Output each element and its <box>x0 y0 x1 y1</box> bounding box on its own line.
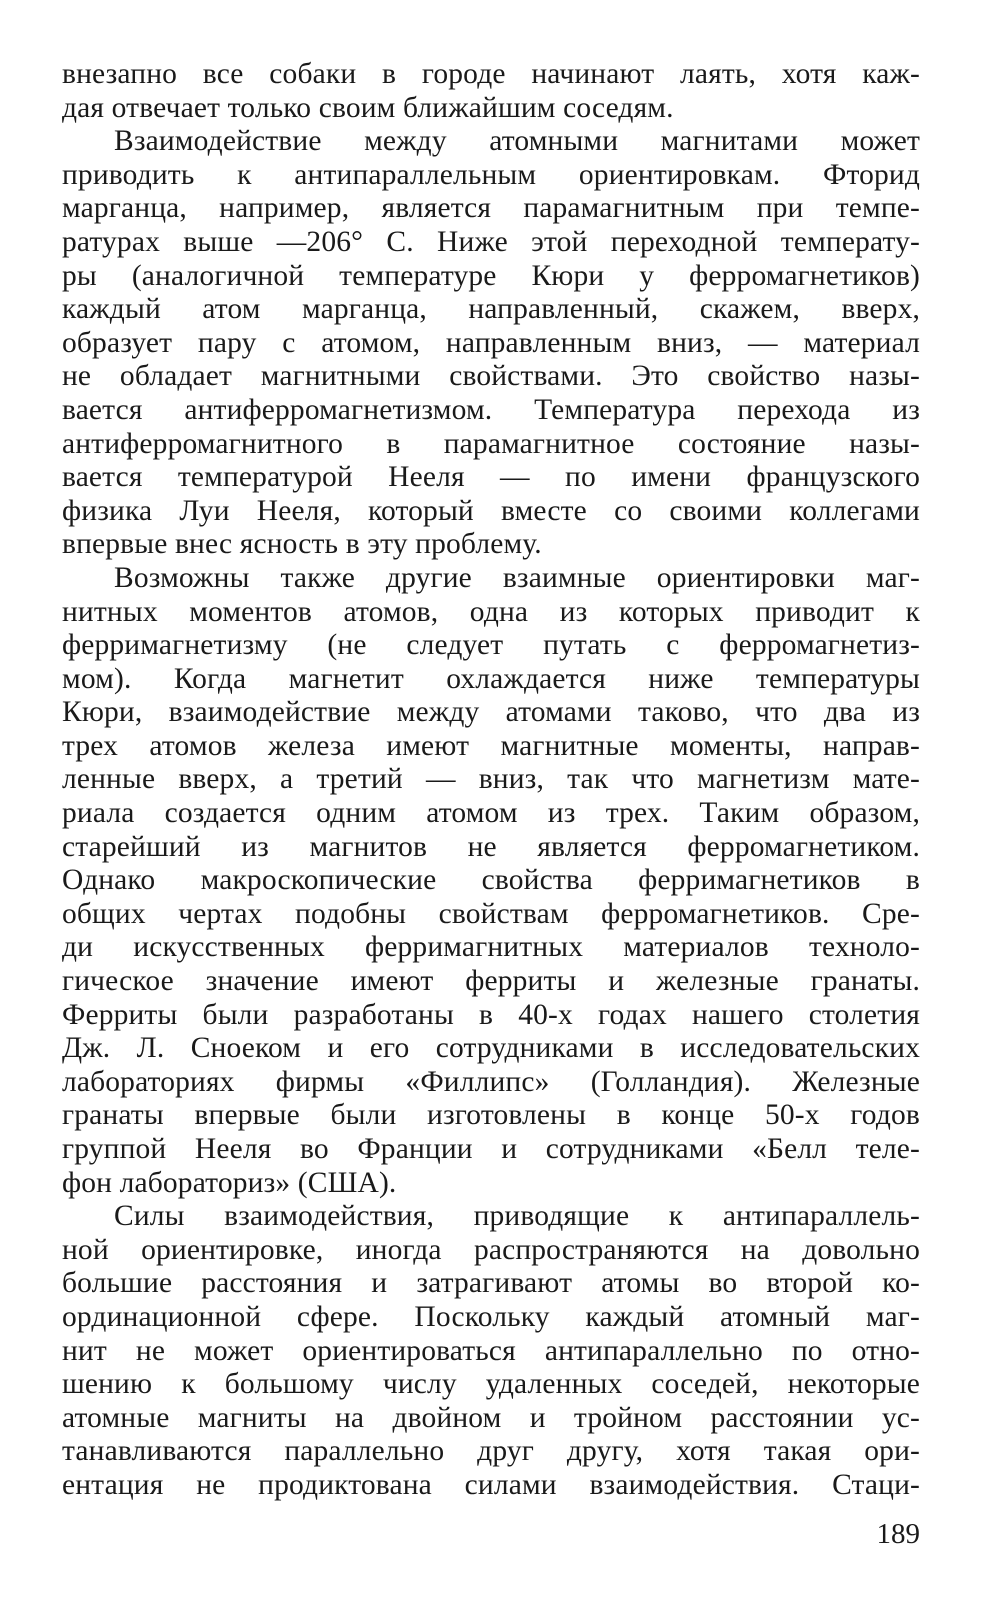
text-line: нит не может ориентироваться антипараллельно по отно- <box>62 1334 920 1367</box>
text-line: физика Луи Нееля, который вместе со своими коллегами <box>62 494 920 527</box>
text-line: танавливаются параллельно друг другу, хотя такая ори- <box>62 1435 920 1468</box>
text-line: ди искусственных ферримагнитных материалов техноло- <box>62 931 920 964</box>
text-line: ратурах выше —206° С. Ниже этой переходной температу- <box>62 225 920 258</box>
text-line: ординационной сфере. Поскольку каждый атомный маг- <box>62 1300 920 1333</box>
text-line: Кюри, взаимодействие между атомами таково, что два из <box>62 696 920 729</box>
text-line: ентация не продиктована силами взаимодействия. Стаци- <box>62 1468 920 1501</box>
text-line: марганца, например, является парамагнитным при темпе- <box>62 192 920 225</box>
text-line: вается антиферромагнетизмом. Температура перехода из <box>62 393 920 426</box>
text-line: Взаимодействие между атомными магнитами может <box>114 125 920 158</box>
paragraph <box>62 58 920 125</box>
text-line: риала создается одним атомом из трех. Таким образом, <box>62 797 920 830</box>
text-line: каждый атом марганца, направленный, скажем, вверх, <box>62 293 920 326</box>
text-line: ной ориентировке, иногда распространяются на довольно <box>62 1233 920 1266</box>
text-line: гранаты впервые были изготовлены в конце 50-х годов <box>62 1099 920 1132</box>
text-line: Однако макроскопические свойства ферримагнетиков в <box>62 864 920 897</box>
text-line: шению к большому числу удаленных соседей, некоторые <box>62 1368 920 1401</box>
text-line: приводить к антипараллельным ориентировкам. Фторид <box>62 158 920 191</box>
text-line: нитных моментов атомов, одна из которых приводит к <box>62 595 920 628</box>
paragraph <box>62 1200 920 1502</box>
paragraph <box>62 562 920 1200</box>
text-line: ры (аналогичной температуре Кюри у ферромагнетиков) <box>62 259 920 292</box>
text-line: образует пару с атомом, направленным вниз, — материал <box>62 326 920 359</box>
text-line: большие расстояния и затрагивают атомы во второй ко- <box>62 1267 920 1300</box>
text-line: Ферриты были разработаны в 40-х годах нашего столетия <box>62 998 920 1031</box>
text-line: ферримагнетизму (не следует путать с ферромагнетиз- <box>62 629 920 662</box>
text-line: мом). Когда магнетит охлаждается ниже температуры <box>62 662 920 695</box>
page-number: 189 <box>876 1518 920 1550</box>
page-body <box>62 58 920 1503</box>
text-line: группой Нееля во Франции и сотрудниками «Белл теле- <box>62 1133 920 1165</box>
text-line: впервые внес ясность в эту проблему. <box>62 528 542 561</box>
text-line: фон лабораториз» (США). <box>62 1166 397 1199</box>
text-line: общих чертах подобны свойствам ферромагнетиков. Сре- <box>62 897 920 930</box>
text-line: атомные магниты на двойном и тройном расстоянии ус- <box>62 1401 920 1434</box>
text-line: Дж. Л. Сноеком и его сотрудниками в исследовательских <box>62 1032 920 1065</box>
text-line: Возможны также другие взаимные ориентировки маг- <box>114 561 920 594</box>
text-line: трех атомов железа имеют магнитные моменты, направ- <box>62 729 920 762</box>
text-line: внезапно все собаки в городе начинают лаять, хотя каж- <box>62 58 920 90</box>
text-line: лабораториях фирмы «Филлипс» (Голландия). Железные <box>62 1065 920 1098</box>
paragraph <box>62 125 920 562</box>
text-line: вается температурой Нееля — по имени французского <box>62 461 920 494</box>
text-line: старейший из магнитов не является ферромагнетиком. <box>62 830 920 863</box>
text-line: не обладает магнитными свойствами. Это свойство назы- <box>62 360 920 393</box>
text-line: дая отвечает только своим ближайшим соседям. <box>62 91 674 124</box>
text-line: гическое значение имеют ферриты и железные гранаты. <box>62 965 920 998</box>
text-line: Силы взаимодействия, приводящие к антипараллель- <box>114 1200 920 1233</box>
text-line: ленные вверх, а третий — вниз, так что магнетизм мате- <box>62 763 920 796</box>
text-line: антиферромагнитного в парамагнитное состояние назы- <box>62 427 920 460</box>
